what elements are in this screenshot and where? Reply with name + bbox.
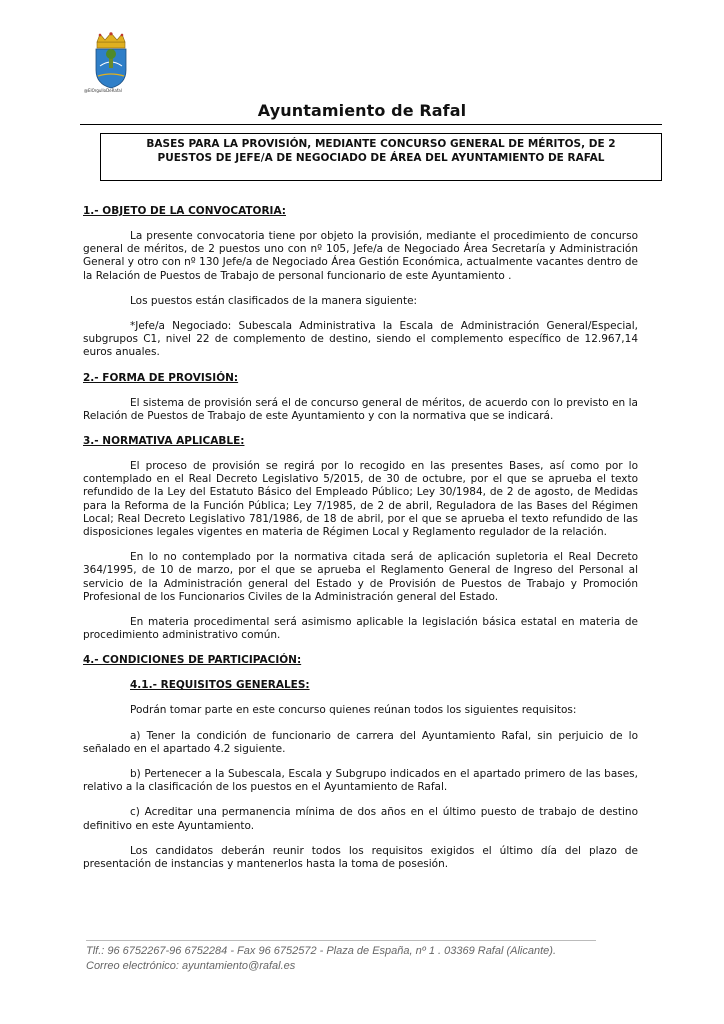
section-1-heading: 1.- OBJETO DE LA CONVOCATORIA: (83, 205, 286, 217)
section-4-paragraph-2: Los candidatos deberán reunir todos los requisitos exigidos el último día del plazo de presentación de instancias y mantenerlos hasta la toma de posesión. (83, 844, 638, 871)
requirement-b: b) Pertenecer a la Subescala, Escala y Subgrupo indicados en el apartado primero de las bases, relativo a la clasificación de los puestos en el Ayuntamiento de Rafal. (83, 768, 638, 794)
section-4-paragraph-1: Podrán tomar parte en este concurso quienes reúnan todos los siguientes requisitos: (130, 704, 577, 717)
section-1-paragraph-3: *Jefe/a Negociado: Subescala Administrativa la Escala de Administración General/Especial, subgrupos C1, nivel 22 de complemento de destino, siendo el complemento específico de 12.967,14 euros anuales. (83, 320, 638, 359)
section-4-heading: 4.- CONDICIONES DE PARTICIPACIÓN: (83, 654, 302, 667)
title-divider (80, 124, 662, 125)
section-3-paragraph-3: En materia procedimental será asimismo aplicable la legislación básica estatal en materia de procedimiento administrativo común. (83, 616, 638, 642)
section-2-paragraph-1: El sistema de provisión será el de concurso general de méritos, de acuerdo con lo previsto en la Relación de Puestos de Trabajo de este Ayuntamiento y con la normativa que se indicará. (83, 396, 638, 422)
section-3-paragraph-1: El proceso de provisión se regirá por lo recogido en las presentes Bases, así como por lo contemplado en el Real Decreto Legislativo 5/2015, de 30 de octubre, por el que se aprueba el texto refundido de la Ley del Estatuto Básico del Empleado Público; Ley 30/1984, de 2 de agosto, de Medidas para la Reforma de la Función Pública; Ley 7/1985, de 2 de abril, Reguladora de las Bases del Régimen Local; Real Decreto Legislativo 781/1986, de 18 de abril, por el que se aprueba el texto refundido de las disposiciones legales vigentes en materia de Régimen Local y Reglamento regulador de la relación. (83, 460, 638, 539)
footer-contact-line: Tlf.: 96 6752267-96 6752284 - Fax 96 6752572 - Plaza de España, nº 1 . 03369 Rafal (Alicante). (86, 945, 556, 957)
section-3-heading: 3.- NORMATIVA APLICABLE: (83, 435, 245, 448)
section-2-heading: 2.- FORMA DE PROVISIÓN: (83, 371, 239, 384)
section-3-paragraph-2: En lo no contemplado por la normativa citada será de aplicación supletoria el Real Decreto 364/1995, de 10 de marzo, por el que se aprueba el Reglamento General de Ingreso del Personal al servicio de la Administración general del Estado y de Provisión de Puestos de Trabajo y Promoción Profesional de los Funcionarios Civiles de la Administración general del Estado. (83, 551, 638, 603)
document-body (83, 205, 638, 871)
requirement-c: c) Acreditar una permanencia mínima de dos años en el último puesto de trabajo de destino definitivo en este Ayuntamiento. (83, 806, 638, 832)
office-title: Ayuntamiento de Rafal (257, 101, 467, 120)
document-title-line-1: BASES PARA LA PROVISIÓN, MEDIANTE CONCURSO GENERAL DE MÉRITOS, DE 2 (146, 138, 616, 150)
document-title-line-2: PUESTOS DE JEFE/A DE NEGOCIADO DE ÁREA DEL AYUNTAMIENTO DE RAFAL (157, 152, 605, 164)
footer-email-line: Correo electrónico: ayuntamiento@rafal.es (86, 960, 296, 972)
requirement-a: a) Tener la condición de funcionario de carrera del Ayuntamiento Rafal, sin perjuicio de lo señalado en el apartado 4.2 siguiente. (83, 729, 638, 755)
section-4-1-subheading: 4.1.- REQUISITOS GENERALES: (130, 679, 310, 692)
footer-divider (86, 940, 596, 941)
section-1-paragraph-1: La presente convocatoria tiene por objeto la provisión, mediante el procedimiento de concurso general de méritos, de 2 puestos uno con nº 105, Jefe/a de Negociado Área Secretaría y Administración General y otro con nº 130 Jefe/a de Negociado Área Gestión Económica, actualmente vacantes dentro de la Relación de Puestos de Trabajo de personal funcionario de este Ayuntamiento . (83, 230, 638, 282)
section-1-paragraph-2: Los puestos están clasificados de la manera siguiente: (130, 294, 418, 307)
logo-caption: @ElOrgulloDeRafal (84, 88, 122, 93)
footer (86, 944, 646, 974)
document-title-box (100, 133, 662, 181)
